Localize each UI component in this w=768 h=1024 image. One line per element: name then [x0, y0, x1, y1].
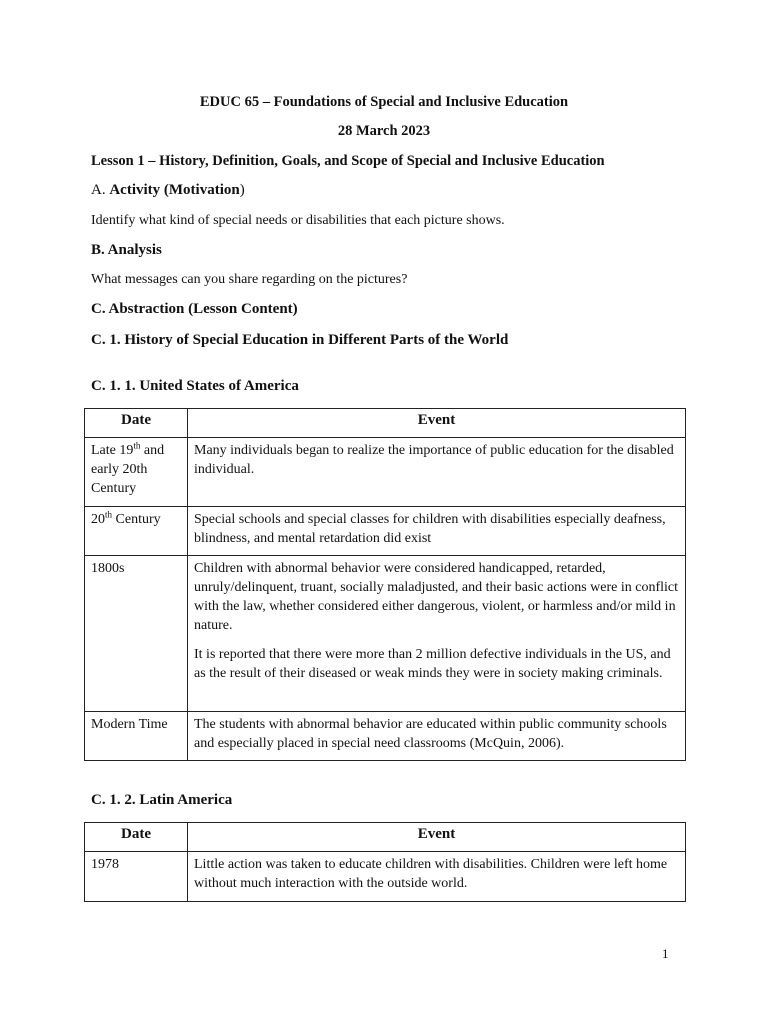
section-a-prefix: A. — [91, 182, 110, 198]
date-cell: 1978 — [85, 852, 188, 902]
event-cell: Special schools and special classes for children with disabilities especially deafness, blindness, and mental retardation did exist — [188, 507, 686, 556]
date-column-header: Date — [85, 823, 188, 852]
section-a-suffix: ) — [239, 182, 245, 198]
section-c11-heading: C. 1. 1. United States of America — [91, 378, 299, 394]
lesson-title: Lesson 1 – History, Definition, Goals, and Scope of Special and Inclusive Education — [91, 153, 605, 169]
table-header-row — [85, 409, 686, 438]
date-column-header: Date — [85, 409, 188, 438]
date-cell: 1800s — [85, 556, 188, 712]
section-b-text: What messages can you share regarding on the pictures? — [91, 272, 408, 287]
latin-america-history-table — [84, 822, 686, 902]
table-row — [85, 712, 686, 761]
date-cell: 20th Century — [85, 507, 188, 556]
usa-history-table — [84, 408, 686, 761]
section-c1-heading: C. 1. History of Special Education in Different Parts of the World — [91, 332, 509, 348]
section-b-heading: B. Analysis — [91, 242, 162, 258]
document-date: 28 March 2023 — [337, 123, 431, 139]
date-cell: Modern Time — [85, 712, 188, 761]
event-column-header: Event — [188, 409, 686, 438]
table-header-row — [85, 823, 686, 852]
table-row — [85, 852, 686, 902]
page-number: 1 — [662, 946, 669, 961]
table-row — [85, 556, 686, 712]
section-c12-heading: C. 1. 2. Latin America — [91, 792, 233, 808]
table-row — [85, 438, 686, 507]
course-title: EDUC 65 – Foundations of Special and Inclusive Education — [199, 94, 569, 110]
section-a-heading — [91, 182, 245, 199]
event-cell: Children with abnormal behavior were considered handicapped, retarded, unruly/delinquent, truant, socially maladjusted, and their basic actions were in conflict with the law, whether considered either dangerous, violent, or harmless and/or mild in nature. It is reported that there were more than 2 million defective individuals in the US, and as the result of their diseased or weak minds they were in society making criminals. — [188, 556, 686, 712]
section-c-heading: C. Abstraction (Lesson Content) — [91, 301, 298, 317]
section-a-label: Activity (Motivation — [109, 182, 240, 198]
section-a-text: Identify what kind of special needs or disabilities that each picture shows. — [91, 213, 505, 228]
date-cell: Late 19th and early 20th Century — [85, 438, 188, 507]
event-cell: The students with abnormal behavior are educated within public community schools and especially placed in special need classrooms (McQuin, 2006). — [188, 712, 686, 761]
event-cell: Many individuals began to realize the importance of public education for the disabled individual. — [188, 438, 686, 507]
event-cell: Little action was taken to educate children with disabilities. Children were left home without much interaction with the outside world. — [188, 852, 686, 902]
event-column-header: Event — [188, 823, 686, 852]
table-row — [85, 507, 686, 556]
